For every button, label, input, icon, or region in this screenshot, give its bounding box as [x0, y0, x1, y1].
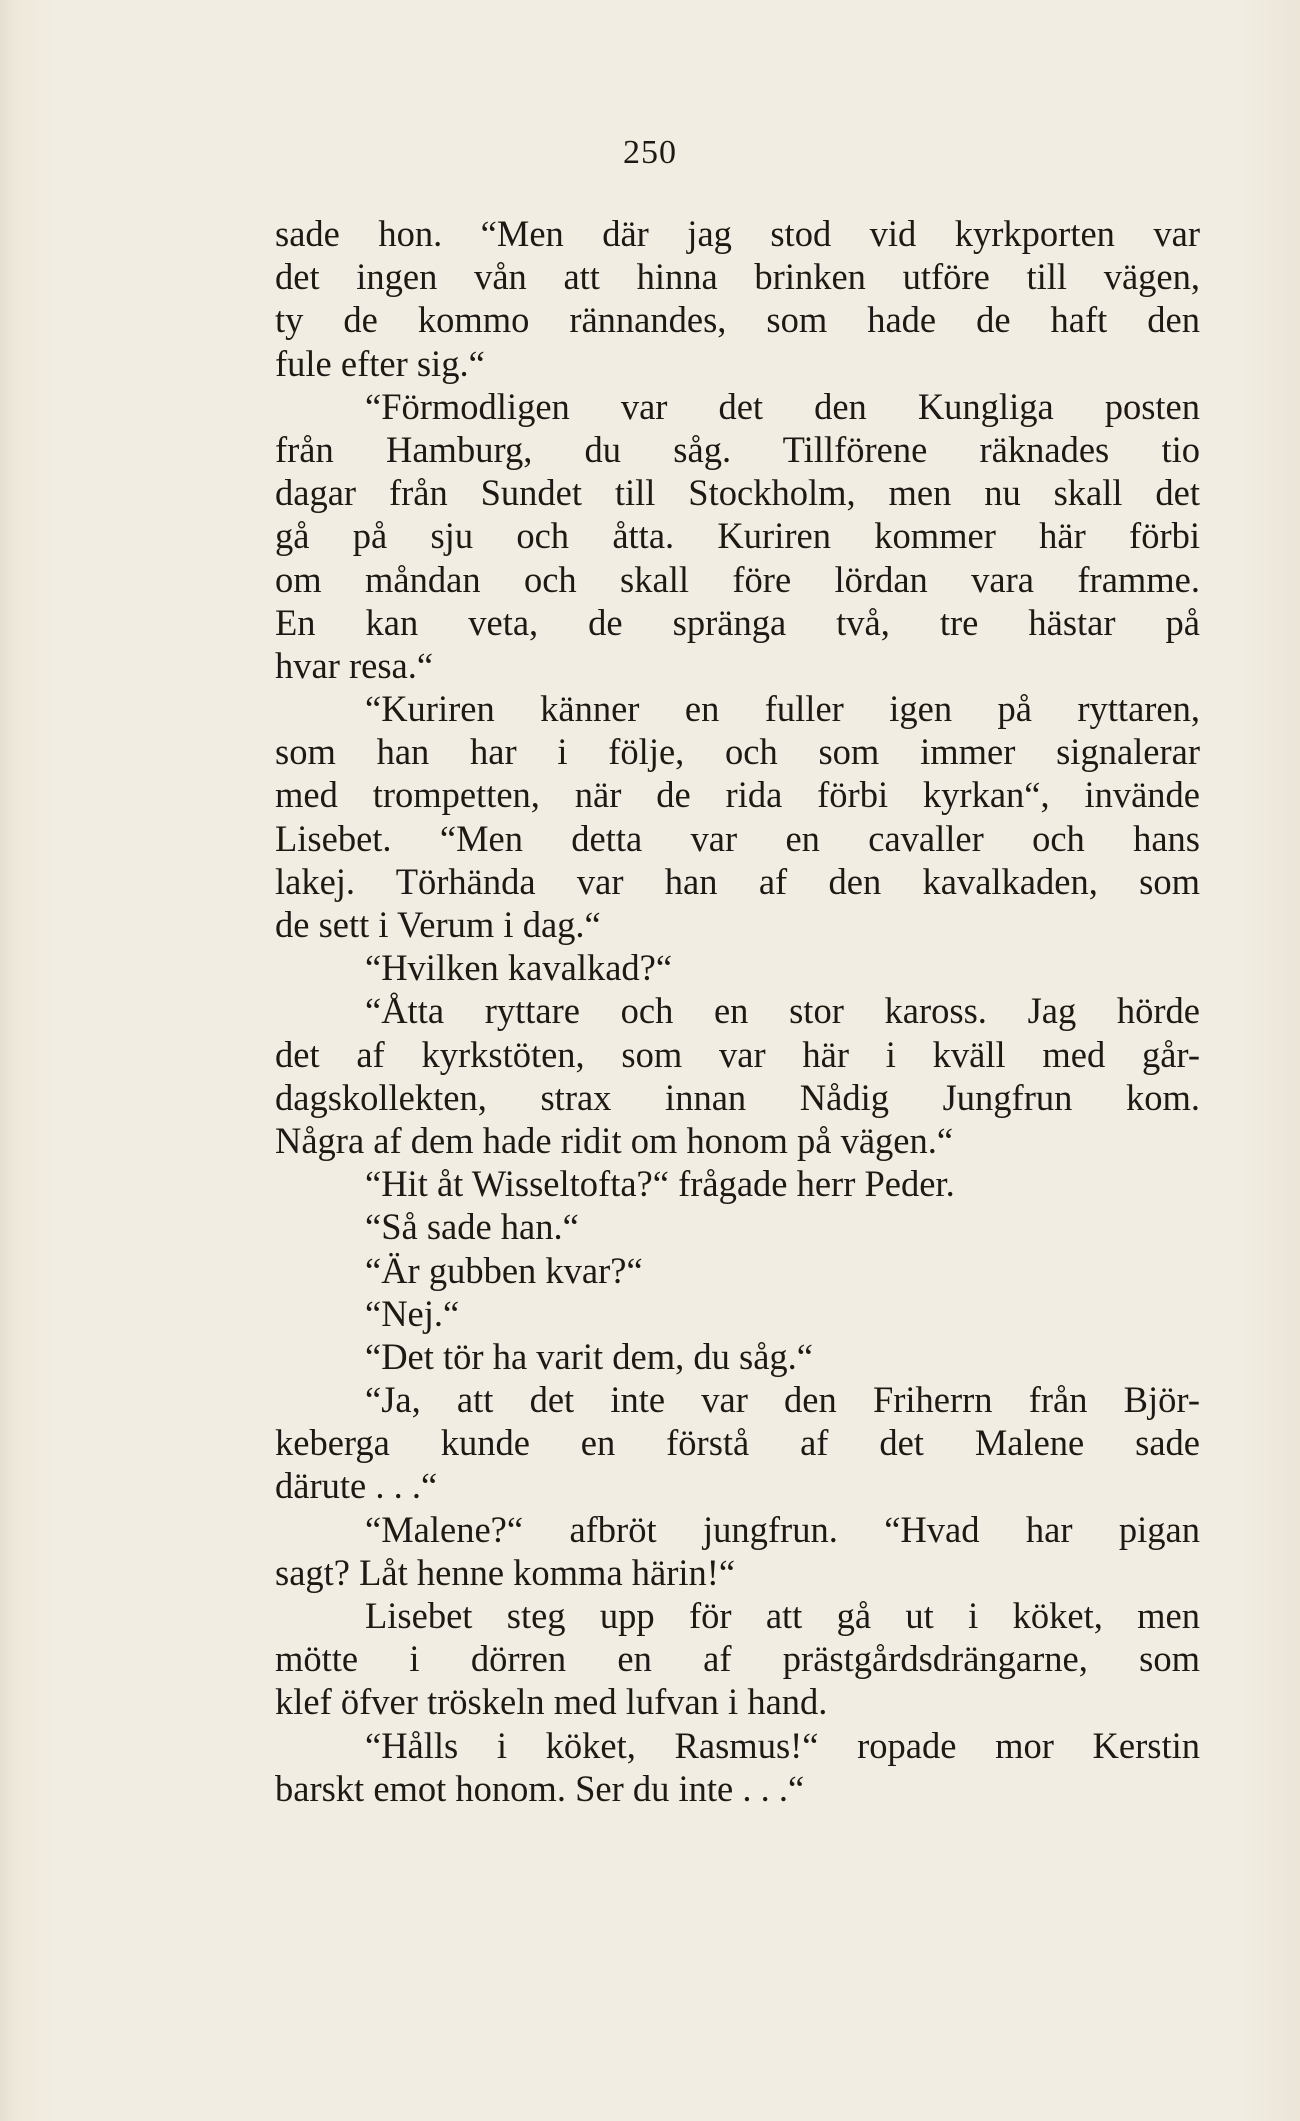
- text-line: “Nej.“: [365, 1292, 460, 1334]
- text-line: “Förmodligen var det den Kungliga posten: [365, 385, 1200, 427]
- text-line: gå på sju och åtta. Kuriren kommer här förbi: [275, 515, 1200, 557]
- text-line: “Kuriren känner en fuller igen på ryttaren,: [365, 688, 1200, 730]
- text-line: från Hamburg, du såg. Tillförene räknades tio: [275, 428, 1200, 470]
- text-line: “Hvilken kavalkad?“: [365, 947, 673, 989]
- text-line: “Det tör ha varit dem, du såg.“: [365, 1335, 813, 1377]
- page-number: 250: [623, 134, 677, 171]
- text-line: “Hålls i köket, Rasmus!“ ropade mor Kerstin: [365, 1724, 1200, 1766]
- text-line: “Åtta ryttare och en stor kaross. Jag hörde: [365, 990, 1200, 1032]
- text-line: dagar från Sundet till Stockholm, men nu skall det: [275, 472, 1200, 514]
- text-line: hvar resa.“: [275, 644, 434, 686]
- text-line: mötte i dörren en af prästgårdsdrängarne, som: [275, 1638, 1200, 1680]
- text-line: fule efter sig.“: [275, 342, 485, 384]
- text-line: det af kyrkstöten, som var här i kväll med går-: [275, 1033, 1200, 1075]
- body-text: [275, 212, 1200, 1810]
- text-line: keberga kunde en förstå af det Malene sade: [275, 1422, 1200, 1464]
- text-line: Lisebet. “Men detta var en cavaller och hans: [275, 817, 1200, 859]
- text-line: därute . . .“: [275, 1465, 438, 1507]
- text-line: sade hon. “Men där jag stod vid kyrkporten var: [275, 213, 1200, 254]
- text-line: “Hit åt Wisseltofta?“ frågade herr Peder.: [365, 1163, 955, 1205]
- text-line: med trompetten, när de rida förbi kyrkan“, invände: [275, 774, 1200, 816]
- text-line: ty de kommo rännandes, som hade de haft den: [275, 299, 1200, 341]
- text-line: de sett i Verum i dag.“: [275, 904, 601, 945]
- text-line: “Är gubben kvar?“: [365, 1249, 643, 1291]
- text-line: Några af dem hade ridit om honom på vägen.“: [275, 1119, 954, 1161]
- text-line: det ingen vån att hinna brinken utföre till vägen,: [275, 256, 1200, 298]
- text-line: En kan veta, de spränga två, tre hästar på: [275, 601, 1200, 643]
- text-line: “Malene?“ afbröt jungfrun. “Hvad har pigan: [365, 1508, 1200, 1550]
- text-line: om måndan och skall före lördan vara framme.: [275, 558, 1200, 600]
- text-line: klef öfver tröskeln med lufvan i hand.: [275, 1681, 828, 1723]
- text-line: som han har i följe, och som immer signalerar: [275, 731, 1200, 773]
- text-line: “Ja, att det inte var den Friherrn från Björ-: [365, 1379, 1200, 1421]
- text-line: barskt emot honom. Ser du inte . . .“: [275, 1767, 805, 1809]
- text-line: “Så sade han.“: [365, 1206, 579, 1248]
- text-line: Lisebet steg upp för att gå ut i köket, men: [365, 1595, 1200, 1636]
- text-line: sagt? Låt henne komma härin!“: [275, 1551, 736, 1593]
- text-line: dagskollekten, strax innan Nådig Jungfrun kom.: [275, 1076, 1200, 1118]
- text-line: lakej. Törhända var han af den kavalkaden, som: [275, 860, 1200, 902]
